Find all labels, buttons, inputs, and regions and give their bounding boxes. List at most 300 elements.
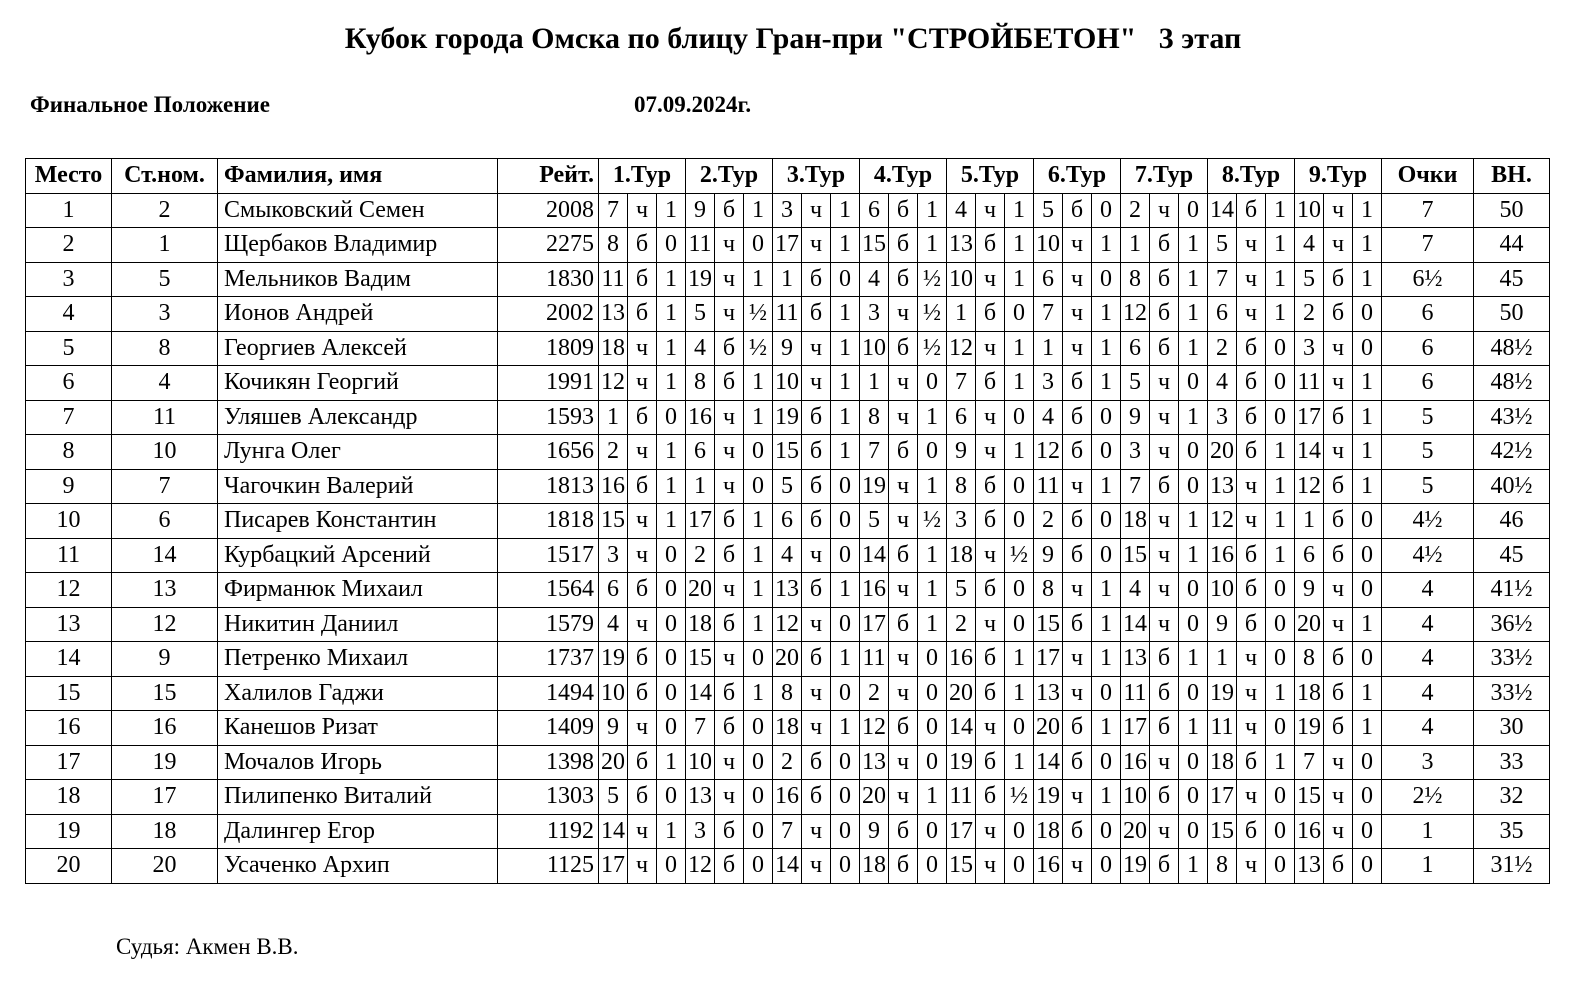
start-no-cell: 20 bbox=[112, 849, 218, 884]
round-5-opponent-cell: 7 bbox=[947, 366, 976, 401]
round-3-opponent-cell: 15 bbox=[773, 435, 802, 470]
round-6-result-cell: 0 bbox=[1092, 435, 1121, 470]
table-row bbox=[26, 573, 1550, 608]
round-9-color-cell: ч bbox=[1324, 366, 1353, 401]
round-3-opponent-cell: 7 bbox=[773, 814, 802, 849]
round-6-opponent-cell: 16 bbox=[1034, 849, 1063, 884]
round-5-result-cell: 1 bbox=[1005, 331, 1034, 366]
place-cell: 6 bbox=[26, 366, 112, 401]
round-9-result-cell: 0 bbox=[1353, 573, 1382, 608]
round-2-result-cell: 0 bbox=[744, 814, 773, 849]
round-6-result-cell: 1 bbox=[1092, 331, 1121, 366]
player-name-cell: Фирманюк Михаил bbox=[218, 573, 498, 608]
round-2-result-cell: ½ bbox=[744, 297, 773, 332]
round-3-color-cell: б bbox=[802, 642, 831, 677]
round-2-opponent-cell: 2 bbox=[686, 538, 715, 573]
round-5-result-cell: 1 bbox=[1005, 262, 1034, 297]
table-row bbox=[26, 780, 1550, 815]
buchholz-cell: 31½ bbox=[1474, 849, 1550, 884]
round-1-result-cell: 0 bbox=[657, 573, 686, 608]
round-4-opponent-cell: 9 bbox=[860, 814, 889, 849]
round-2-opponent-cell: 17 bbox=[686, 504, 715, 539]
round-5-opponent-cell: 20 bbox=[947, 676, 976, 711]
buchholz-cell: 44 bbox=[1474, 228, 1550, 263]
round-9-color-cell: ч bbox=[1324, 331, 1353, 366]
standings-body bbox=[26, 193, 1550, 883]
round-3-color-cell: б bbox=[802, 400, 831, 435]
round-9-result-cell: 0 bbox=[1353, 745, 1382, 780]
round-3-opponent-cell: 5 bbox=[773, 469, 802, 504]
round-3-result-cell: 1 bbox=[831, 573, 860, 608]
round-2-opponent-cell: 3 bbox=[686, 814, 715, 849]
round-6-opponent-cell: 9 bbox=[1034, 538, 1063, 573]
round-5-opponent-cell: 6 bbox=[947, 400, 976, 435]
round-6-color-cell: ч bbox=[1063, 469, 1092, 504]
round-4-opponent-cell: 12 bbox=[860, 711, 889, 746]
round-2-color-cell: ч bbox=[715, 228, 744, 263]
round-4-opponent-cell: 14 bbox=[860, 538, 889, 573]
round-3-opponent-cell: 12 bbox=[773, 607, 802, 642]
round-5-color-cell: б bbox=[976, 780, 1005, 815]
round-6-result-cell: 0 bbox=[1092, 745, 1121, 780]
round-1-result-cell: 1 bbox=[657, 435, 686, 470]
points-cell: 7 bbox=[1382, 228, 1474, 263]
header-row bbox=[26, 159, 1550, 194]
round-7-result-cell: 1 bbox=[1179, 297, 1208, 332]
round-5-opponent-cell: 2 bbox=[947, 607, 976, 642]
round-2-color-cell: ч bbox=[715, 642, 744, 677]
round-2-color-cell: ч bbox=[715, 745, 744, 780]
start-no-cell: 4 bbox=[112, 366, 218, 401]
round-1-result-cell: 1 bbox=[657, 745, 686, 780]
round-6-opponent-cell: 17 bbox=[1034, 642, 1063, 677]
round-6-opponent-cell: 4 bbox=[1034, 400, 1063, 435]
round-5-result-cell: 1 bbox=[1005, 745, 1034, 780]
player-name-cell: Пилипенко Виталий bbox=[218, 780, 498, 815]
round-2-opponent-cell: 6 bbox=[686, 435, 715, 470]
round-7-color-cell: ч bbox=[1150, 814, 1179, 849]
round-4-opponent-cell: 1 bbox=[860, 366, 889, 401]
round-1-result-cell: 1 bbox=[657, 814, 686, 849]
round-1-opponent-cell: 19 bbox=[599, 642, 628, 677]
round-9-result-cell: 1 bbox=[1353, 469, 1382, 504]
table-row bbox=[26, 331, 1550, 366]
place-cell: 11 bbox=[26, 538, 112, 573]
round-6-color-cell: б bbox=[1063, 400, 1092, 435]
round-3-color-cell: б bbox=[802, 297, 831, 332]
round-2-color-cell: ч bbox=[715, 400, 744, 435]
table-row bbox=[26, 642, 1550, 677]
round-6-color-cell: ч bbox=[1063, 642, 1092, 677]
round-9-opponent-cell: 12 bbox=[1295, 469, 1324, 504]
round-7-opponent-cell: 18 bbox=[1121, 504, 1150, 539]
round-9-color-cell: б bbox=[1324, 538, 1353, 573]
round-3-opponent-cell: 9 bbox=[773, 331, 802, 366]
table-row bbox=[26, 262, 1550, 297]
round-9-opponent-cell: 3 bbox=[1295, 331, 1324, 366]
points-cell: 5 bbox=[1382, 469, 1474, 504]
place-cell: 12 bbox=[26, 573, 112, 608]
round-3-opponent-cell: 2 bbox=[773, 745, 802, 780]
round-7-result-cell: 1 bbox=[1179, 504, 1208, 539]
place-cell: 13 bbox=[26, 607, 112, 642]
player-name-cell: Лунга Олег bbox=[218, 435, 498, 470]
points-cell: 6 bbox=[1382, 331, 1474, 366]
round-8-color-cell: б bbox=[1237, 573, 1266, 608]
round-1-opponent-cell: 15 bbox=[599, 504, 628, 539]
round-5-color-cell: б bbox=[976, 642, 1005, 677]
round-6-result-cell: 0 bbox=[1092, 193, 1121, 228]
round-8-opponent-cell: 17 bbox=[1208, 780, 1237, 815]
buchholz-cell: 42½ bbox=[1474, 435, 1550, 470]
round-6-opponent-cell: 12 bbox=[1034, 435, 1063, 470]
round-4-result-cell: 1 bbox=[918, 193, 947, 228]
round-6-opponent-cell: 5 bbox=[1034, 193, 1063, 228]
round-9-result-cell: 1 bbox=[1353, 607, 1382, 642]
round-3-color-cell: ч bbox=[802, 849, 831, 884]
start-no-cell: 5 bbox=[112, 262, 218, 297]
round-8-opponent-cell: 5 bbox=[1208, 228, 1237, 263]
place-cell: 16 bbox=[26, 711, 112, 746]
round-3-result-cell: 0 bbox=[831, 262, 860, 297]
round-5-color-cell: б bbox=[976, 573, 1005, 608]
round-7-color-cell: б bbox=[1150, 780, 1179, 815]
round-4-result-cell: 1 bbox=[918, 400, 947, 435]
round-9-color-cell: ч bbox=[1324, 435, 1353, 470]
round-5-color-cell: ч bbox=[976, 193, 1005, 228]
round-4-color-cell: б bbox=[889, 228, 918, 263]
round-1-opponent-cell: 11 bbox=[599, 262, 628, 297]
round-4-color-cell: ч bbox=[889, 297, 918, 332]
points-cell: 6½ bbox=[1382, 262, 1474, 297]
round-6-color-cell: ч bbox=[1063, 262, 1092, 297]
round-4-result-cell: ½ bbox=[918, 331, 947, 366]
round-5-color-cell: б bbox=[976, 504, 1005, 539]
header-round-9: 9.Тур bbox=[1295, 159, 1382, 194]
header-rating: Рейт. bbox=[498, 159, 599, 194]
round-2-result-cell: ½ bbox=[744, 331, 773, 366]
round-9-result-cell: 0 bbox=[1353, 849, 1382, 884]
round-8-result-cell: 1 bbox=[1266, 538, 1295, 573]
round-9-color-cell: б bbox=[1324, 711, 1353, 746]
table-row bbox=[26, 366, 1550, 401]
round-3-result-cell: 0 bbox=[831, 607, 860, 642]
round-1-result-cell: 0 bbox=[657, 676, 686, 711]
player-name-cell: Канешов Ризат bbox=[218, 711, 498, 746]
round-4-result-cell: 0 bbox=[918, 642, 947, 677]
table-row bbox=[26, 538, 1550, 573]
round-9-opponent-cell: 6 bbox=[1295, 538, 1324, 573]
place-cell: 5 bbox=[26, 331, 112, 366]
buchholz-cell: 46 bbox=[1474, 504, 1550, 539]
round-2-color-cell: ч bbox=[715, 469, 744, 504]
round-5-opponent-cell: 12 bbox=[947, 331, 976, 366]
round-3-result-cell: 1 bbox=[831, 642, 860, 677]
round-8-color-cell: б bbox=[1237, 607, 1266, 642]
rating-cell: 1517 bbox=[498, 538, 599, 573]
round-9-result-cell: 1 bbox=[1353, 676, 1382, 711]
round-3-color-cell: ч bbox=[802, 676, 831, 711]
round-6-result-cell: 0 bbox=[1092, 400, 1121, 435]
round-9-result-cell: 0 bbox=[1353, 814, 1382, 849]
round-1-result-cell: 0 bbox=[657, 711, 686, 746]
place-cell: 9 bbox=[26, 469, 112, 504]
round-3-result-cell: 0 bbox=[831, 814, 860, 849]
start-no-cell: 14 bbox=[112, 538, 218, 573]
table-row bbox=[26, 469, 1550, 504]
points-cell: 2½ bbox=[1382, 780, 1474, 815]
start-no-cell: 3 bbox=[112, 297, 218, 332]
round-5-color-cell: б bbox=[976, 366, 1005, 401]
round-3-color-cell: б bbox=[802, 780, 831, 815]
rating-cell: 1303 bbox=[498, 780, 599, 815]
round-2-color-cell: б bbox=[715, 676, 744, 711]
round-4-opponent-cell: 5 bbox=[860, 504, 889, 539]
round-8-result-cell: 0 bbox=[1266, 711, 1295, 746]
round-7-color-cell: ч bbox=[1150, 193, 1179, 228]
round-5-color-cell: ч bbox=[976, 814, 1005, 849]
round-5-color-cell: б bbox=[976, 469, 1005, 504]
round-8-color-cell: б bbox=[1237, 331, 1266, 366]
rating-cell: 2275 bbox=[498, 228, 599, 263]
round-6-result-cell: 1 bbox=[1092, 469, 1121, 504]
round-8-opponent-cell: 6 bbox=[1208, 297, 1237, 332]
round-2-result-cell: 1 bbox=[744, 538, 773, 573]
table-row bbox=[26, 607, 1550, 642]
round-8-opponent-cell: 18 bbox=[1208, 745, 1237, 780]
round-2-opponent-cell: 4 bbox=[686, 331, 715, 366]
player-name-cell: Кочикян Георгий bbox=[218, 366, 498, 401]
round-4-result-cell: 1 bbox=[918, 573, 947, 608]
round-2-result-cell: 1 bbox=[744, 573, 773, 608]
round-6-result-cell: 1 bbox=[1092, 780, 1121, 815]
round-5-color-cell: ч bbox=[976, 435, 1005, 470]
round-3-result-cell: 0 bbox=[831, 780, 860, 815]
player-name-cell: Никитин Даниил bbox=[218, 607, 498, 642]
round-2-result-cell: 1 bbox=[744, 676, 773, 711]
round-7-result-cell: 1 bbox=[1179, 400, 1208, 435]
round-7-opponent-cell: 19 bbox=[1121, 849, 1150, 884]
round-4-color-cell: ч bbox=[889, 504, 918, 539]
round-3-opponent-cell: 16 bbox=[773, 780, 802, 815]
round-5-result-cell: 0 bbox=[1005, 400, 1034, 435]
round-4-opponent-cell: 20 bbox=[860, 780, 889, 815]
start-no-cell: 13 bbox=[112, 573, 218, 608]
round-9-result-cell: 1 bbox=[1353, 193, 1382, 228]
player-name-cell: Писарев Константин bbox=[218, 504, 498, 539]
round-8-color-cell: ч bbox=[1237, 642, 1266, 677]
buchholz-cell: 33½ bbox=[1474, 676, 1550, 711]
round-7-color-cell: б bbox=[1150, 849, 1179, 884]
buchholz-cell: 30 bbox=[1474, 711, 1550, 746]
round-7-result-cell: 0 bbox=[1179, 780, 1208, 815]
round-9-result-cell: 0 bbox=[1353, 538, 1382, 573]
round-6-color-cell: ч bbox=[1063, 849, 1092, 884]
place-cell: 4 bbox=[26, 297, 112, 332]
round-7-result-cell: 0 bbox=[1179, 435, 1208, 470]
round-4-color-cell: ч bbox=[889, 469, 918, 504]
table-row bbox=[26, 745, 1550, 780]
round-6-result-cell: 1 bbox=[1092, 573, 1121, 608]
points-cell: 1 bbox=[1382, 849, 1474, 884]
round-3-opponent-cell: 6 bbox=[773, 504, 802, 539]
round-8-opponent-cell: 2 bbox=[1208, 331, 1237, 366]
round-4-result-cell: 0 bbox=[918, 745, 947, 780]
round-7-opponent-cell: 12 bbox=[1121, 297, 1150, 332]
round-6-color-cell: ч bbox=[1063, 780, 1092, 815]
round-8-result-cell: 0 bbox=[1266, 642, 1295, 677]
round-5-opponent-cell: 16 bbox=[947, 642, 976, 677]
rating-cell: 1809 bbox=[498, 331, 599, 366]
round-5-result-cell: 1 bbox=[1005, 193, 1034, 228]
round-6-color-cell: б bbox=[1063, 435, 1092, 470]
round-1-opponent-cell: 2 bbox=[599, 435, 628, 470]
round-4-result-cell: 0 bbox=[918, 814, 947, 849]
round-9-result-cell: 1 bbox=[1353, 711, 1382, 746]
round-7-opponent-cell: 2 bbox=[1121, 193, 1150, 228]
round-8-opponent-cell: 20 bbox=[1208, 435, 1237, 470]
points-cell: 4 bbox=[1382, 607, 1474, 642]
round-9-color-cell: б bbox=[1324, 262, 1353, 297]
round-8-opponent-cell: 4 bbox=[1208, 366, 1237, 401]
round-9-color-cell: ч bbox=[1324, 745, 1353, 780]
round-8-result-cell: 1 bbox=[1266, 262, 1295, 297]
round-1-result-cell: 0 bbox=[657, 607, 686, 642]
round-4-color-cell: б bbox=[889, 193, 918, 228]
table-row bbox=[26, 676, 1550, 711]
start-no-cell: 1 bbox=[112, 228, 218, 263]
round-1-color-cell: б bbox=[628, 400, 657, 435]
round-5-color-cell: б bbox=[976, 745, 1005, 780]
round-1-color-cell: ч bbox=[628, 607, 657, 642]
buchholz-cell: 41½ bbox=[1474, 573, 1550, 608]
round-5-opponent-cell: 19 bbox=[947, 745, 976, 780]
round-7-opponent-cell: 14 bbox=[1121, 607, 1150, 642]
round-4-color-cell: ч bbox=[889, 400, 918, 435]
round-1-color-cell: ч bbox=[628, 193, 657, 228]
round-5-result-cell: 0 bbox=[1005, 469, 1034, 504]
round-1-result-cell: 1 bbox=[657, 366, 686, 401]
round-9-opponent-cell: 7 bbox=[1295, 745, 1324, 780]
round-3-color-cell: ч bbox=[802, 538, 831, 573]
round-3-opponent-cell: 19 bbox=[773, 400, 802, 435]
round-2-result-cell: 0 bbox=[744, 469, 773, 504]
round-4-color-cell: б bbox=[889, 607, 918, 642]
round-5-opponent-cell: 13 bbox=[947, 228, 976, 263]
points-cell: 7 bbox=[1382, 193, 1474, 228]
round-6-color-cell: б bbox=[1063, 538, 1092, 573]
round-1-color-cell: б bbox=[628, 745, 657, 780]
round-9-result-cell: 1 bbox=[1353, 400, 1382, 435]
round-8-color-cell: ч bbox=[1237, 262, 1266, 297]
round-8-color-cell: б bbox=[1237, 400, 1266, 435]
round-2-opponent-cell: 18 bbox=[686, 607, 715, 642]
start-no-cell: 2 bbox=[112, 193, 218, 228]
round-8-result-cell: 1 bbox=[1266, 228, 1295, 263]
points-cell: 4 bbox=[1382, 676, 1474, 711]
round-8-color-cell: б bbox=[1237, 814, 1266, 849]
round-2-color-cell: б bbox=[715, 193, 744, 228]
round-6-color-cell: ч bbox=[1063, 573, 1092, 608]
round-7-color-cell: ч bbox=[1150, 573, 1179, 608]
round-6-color-cell: ч bbox=[1063, 331, 1092, 366]
round-5-result-cell: 0 bbox=[1005, 849, 1034, 884]
round-8-color-cell: б bbox=[1237, 435, 1266, 470]
round-5-result-cell: 0 bbox=[1005, 297, 1034, 332]
round-7-result-cell: 0 bbox=[1179, 573, 1208, 608]
round-1-opponent-cell: 18 bbox=[599, 331, 628, 366]
round-9-color-cell: ч bbox=[1324, 193, 1353, 228]
round-7-result-cell: 1 bbox=[1179, 331, 1208, 366]
round-3-result-cell: 1 bbox=[831, 297, 860, 332]
round-2-opponent-cell: 16 bbox=[686, 400, 715, 435]
round-2-color-cell: б bbox=[715, 538, 744, 573]
round-5-result-cell: 0 bbox=[1005, 504, 1034, 539]
start-no-cell: 15 bbox=[112, 676, 218, 711]
player-name-cell: Халилов Гаджи bbox=[218, 676, 498, 711]
round-6-result-cell: 0 bbox=[1092, 504, 1121, 539]
round-2-opponent-cell: 15 bbox=[686, 642, 715, 677]
round-3-color-cell: ч bbox=[802, 331, 831, 366]
table-row bbox=[26, 435, 1550, 470]
round-4-color-cell: б bbox=[889, 849, 918, 884]
points-cell: 3 bbox=[1382, 745, 1474, 780]
round-3-opponent-cell: 11 bbox=[773, 297, 802, 332]
round-7-opponent-cell: 16 bbox=[1121, 745, 1150, 780]
round-7-result-cell: 0 bbox=[1179, 607, 1208, 642]
buchholz-cell: 33 bbox=[1474, 745, 1550, 780]
round-1-result-cell: 0 bbox=[657, 849, 686, 884]
round-6-color-cell: ч bbox=[1063, 228, 1092, 263]
start-no-cell: 9 bbox=[112, 642, 218, 677]
round-2-opponent-cell: 1 bbox=[686, 469, 715, 504]
round-1-color-cell: б bbox=[628, 780, 657, 815]
round-8-result-cell: 0 bbox=[1266, 607, 1295, 642]
round-4-result-cell: 0 bbox=[918, 711, 947, 746]
round-7-color-cell: б bbox=[1150, 642, 1179, 677]
round-4-color-cell: б bbox=[889, 814, 918, 849]
round-8-color-cell: ч bbox=[1237, 711, 1266, 746]
round-8-result-cell: 0 bbox=[1266, 849, 1295, 884]
round-2-result-cell: 1 bbox=[744, 400, 773, 435]
table-row bbox=[26, 297, 1550, 332]
rating-cell: 1818 bbox=[498, 504, 599, 539]
start-no-cell: 12 bbox=[112, 607, 218, 642]
round-9-color-cell: б bbox=[1324, 469, 1353, 504]
round-2-color-cell: б bbox=[715, 607, 744, 642]
player-name-cell: Георгиев Алексей bbox=[218, 331, 498, 366]
player-name-cell: Уляшев Александр bbox=[218, 400, 498, 435]
rating-cell: 1579 bbox=[498, 607, 599, 642]
round-5-opponent-cell: 8 bbox=[947, 469, 976, 504]
round-3-result-cell: 1 bbox=[831, 400, 860, 435]
round-7-result-cell: 0 bbox=[1179, 366, 1208, 401]
round-5-result-cell: 0 bbox=[1005, 607, 1034, 642]
round-9-opponent-cell: 11 bbox=[1295, 366, 1324, 401]
round-5-color-cell: б bbox=[976, 676, 1005, 711]
rating-cell: 1564 bbox=[498, 573, 599, 608]
round-5-color-cell: ч bbox=[976, 849, 1005, 884]
round-2-color-cell: ч bbox=[715, 780, 744, 815]
round-7-result-cell: 0 bbox=[1179, 193, 1208, 228]
round-1-result-cell: 1 bbox=[657, 262, 686, 297]
round-1-opponent-cell: 6 bbox=[599, 573, 628, 608]
rating-cell: 1192 bbox=[498, 814, 599, 849]
document-date: 07.09.2024г. bbox=[634, 92, 752, 117]
start-no-cell: 19 bbox=[112, 745, 218, 780]
round-8-color-cell: ч bbox=[1237, 849, 1266, 884]
points-cell: 5 bbox=[1382, 400, 1474, 435]
